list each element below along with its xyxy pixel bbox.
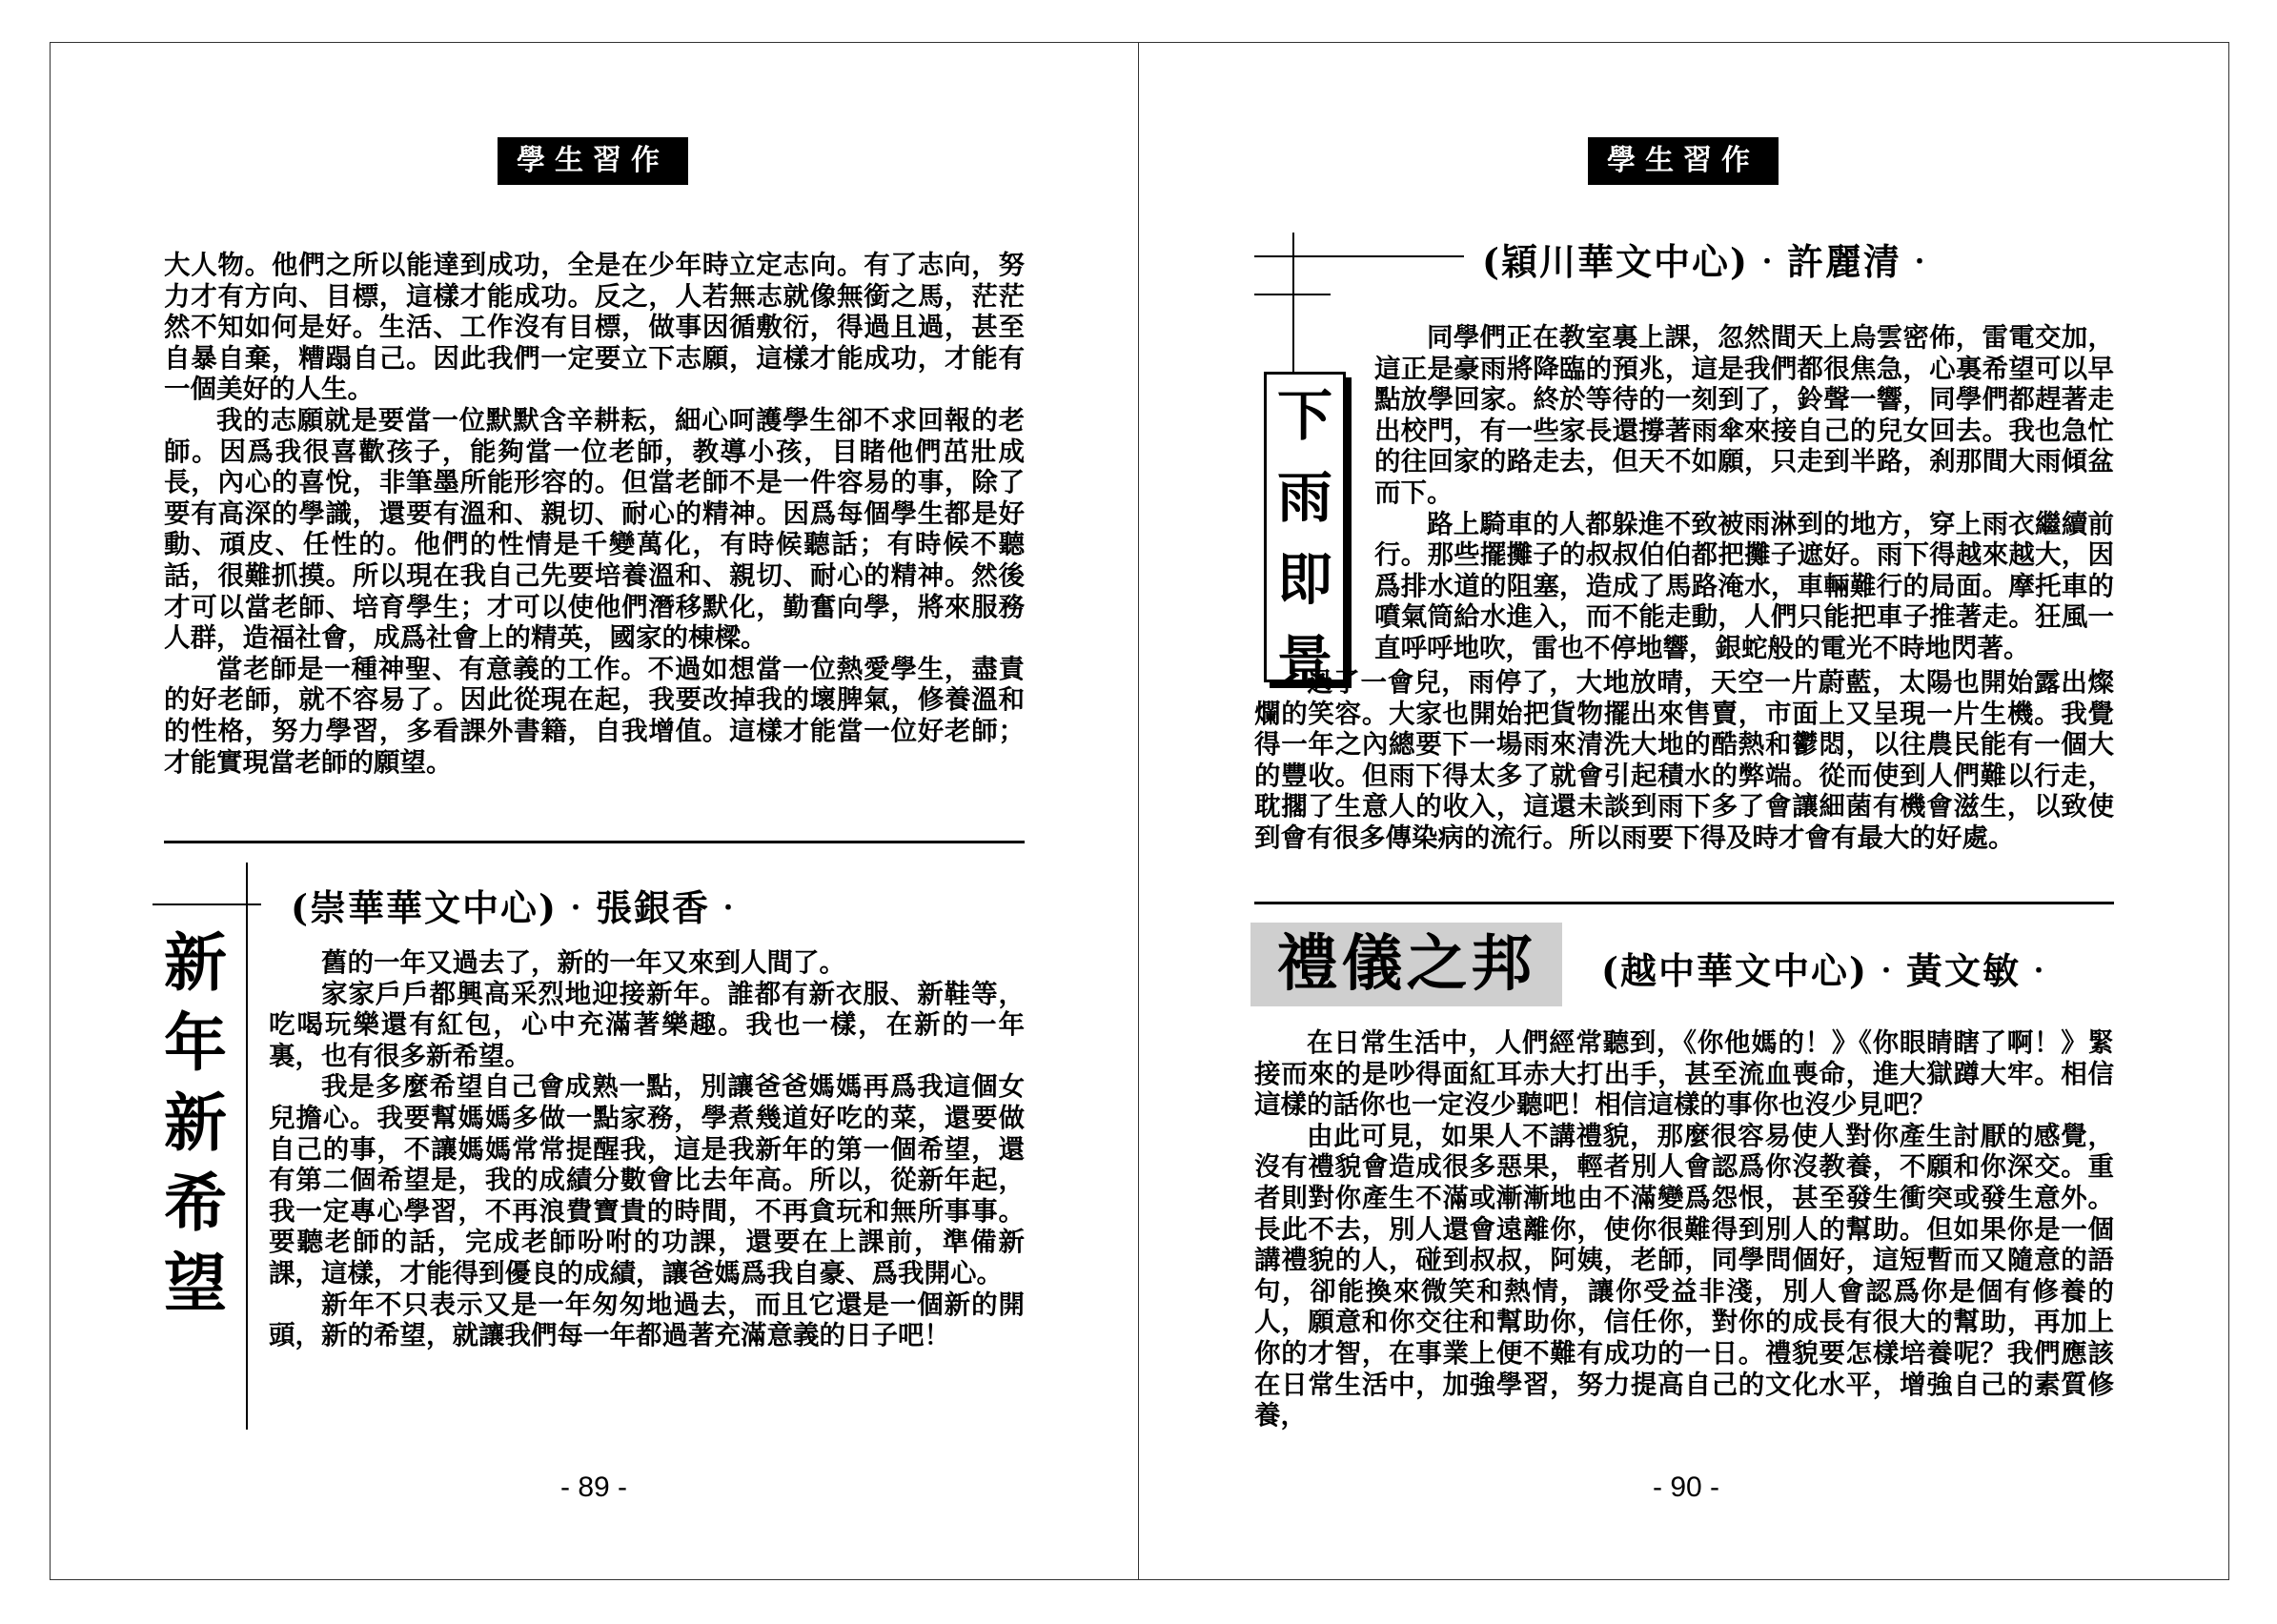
title-char: 即 [1276, 547, 1332, 612]
essay-byline: (崇華華文中心)‧張銀香‧ [291, 886, 748, 929]
right-page-header: 學生習作 [1588, 137, 1779, 185]
essay-paragraph: 路上騎車的人都躲進不致被雨淋到的地方，穿上雨衣繼續前行。那些擺攤子的叔叔伯伯都把攤子遮好。雨下得越來越大，因爲排水道的阻塞，造成了馬路淹水，車輛難行的局面。摩托車的噴氣筒給水進入，而不能走動，人們只能把車子推著走。狂風一直呼呼地吹，雷也不停地響，銀蛇般的電光不時地閃著。 [1374, 508, 2114, 663]
title-vertical-line [1292, 233, 1294, 376]
right-essay2-body [1254, 1027, 2114, 1431]
left-continued-essay [164, 250, 1025, 778]
essay-paragraph: 新年不只表示又是一年匆匆地過去，而且它還是一個新的開頭，新的希望，就讓我們每一年都過著充滿意義的日子吧！ [269, 1289, 1025, 1351]
page-number-right: - 90 - [1653, 1472, 1720, 1503]
essay-paragraph: 過了一會兒，雨停了，大地放晴，天空一片蔚藍，太陽也開始露出燦爛的笑容。大家也開始把貨物擺出來售賣，市面上又呈現一片生機。我覺得一年之內總要下一場雨來清洗大地的酷熱和鬱悶，以往農民能有一個大的豐收。但雨下得太多了就會引起積水的弊端。從而使到人們難以行走，耽擱了生意人的收入，這還未談到雨下多了會讓細菌有機會滋生，以致使到會有很多傳染病的流行。所以雨要下得及時才會有最大的好處。 [1254, 667, 2114, 853]
left-page-header: 學生習作 [498, 137, 688, 185]
title-char: 景 [1276, 629, 1332, 694]
essay-title-land-of-etiquette: 禮儀之邦 [1250, 923, 1562, 1006]
page-number-left: - 89 - [560, 1472, 628, 1503]
title-char: 望 [164, 1246, 227, 1320]
section-divider [1254, 902, 2114, 904]
book-spine [1138, 42, 1139, 1580]
essay-byline: (穎川華文中心)‧許麗清‧ [1482, 240, 1940, 283]
title-bar-line [1254, 255, 1464, 257]
essay-paragraph: 我的志願就是要當一位默默含辛耕耘，細心呵護學生卻不求回報的老師。因爲我很喜歡孩子，能夠當一位老師，教導小孩，目睹他們茁壯成長，內心的喜悅，非筆墨所能形容的。但當老師不是一件容易的事，除了要有高深的學識，還要有溫和、親切、耐心的精神。因爲每個學生都是好動、頑皮、任性的。他們的性情是千變萬化，有時候聽話；有時候不聽話，很難抓摸。所以現在我自己先要培養溫和、親切、耐心的精神。然後才可以當老師、培育學生；才可以使他們潛移默化，勤奮向學，將來服務人群，造福社會，成爲社會上的精英，國家的棟樑。 [164, 404, 1025, 654]
title-vertical-line [246, 863, 248, 1430]
title-char: 年 [164, 1005, 227, 1080]
title-char: 希 [164, 1166, 227, 1240]
title-char: 雨 [1276, 465, 1332, 530]
essay-paragraph: 家家戶戶都興高采烈地迎接新年。誰都有新衣服、新鞋等，吃喝玩樂還有紅包，心中充滿著樂趣。我也一樣，在新的一年裏，也有很多新希望。 [269, 978, 1025, 1071]
essay-paragraph: 大人物。他們之所以能達到成功，全是在少年時立定志向。有了志向，努力才有方向、目標，這樣才能成功。反之，人若無志就像無銜之馬，茫茫然不知如何是好。生活、工作沒有目標，做事因循敷衍，得過且過，甚至自暴自棄，糟蹋自己。因此我們一定要立下志願，這樣才能成功，才能有一個美好的人生。 [164, 250, 1025, 405]
essay-paragraph: 當老師是一種神聖、有意義的工作。不過如想當一位熱愛學生，盡責的好老師，就不容易了。因此從現在起，我要改掉我的壞脾氣，修養溫和的性格，努力學習，多看課外書籍，自我增值。這樣才能當一位好老師；才能實現當老師的願望。 [164, 653, 1025, 778]
essay-paragraph: 我是多麼希望自己會成熟一點，別讓爸爸媽媽再爲我這個女兒擔心。我要幫媽媽多做一點家務，學煮幾道好吃的菜，還要做自己的事，不讓媽媽常常提醒我，這是我新年的第一個希望，還有第二個希望是，我的成績分數會比去年高。所以，從新年起，我一定專心學習，不再浪費寶貴的時間，不再貪玩和無所事事。要聽老師的話，完成老師吩咐的功課，還要在上課前，準備新課，這樣，才能得到優良的成績，讓爸媽爲我自豪、爲我開心。 [269, 1071, 1025, 1289]
left-essay2-body [269, 947, 1025, 1351]
essay-paragraph: 在日常生活中，人們經常聽到，《你他媽的！》《你眼睛瞎了啊！》緊接而來的是吵得面紅耳赤大打出手，甚至流血喪命，進大獄蹲大牢。相信這樣的話你也一定沒少聽吧！相信這樣的事你也沒少見吧？ [1254, 1027, 2114, 1121]
essay-byline: (越中華文中心)‧黃文敏‧ [1601, 949, 2059, 992]
title-bar-line [152, 903, 261, 905]
right-essay1-body-top [1374, 322, 2114, 664]
essay-paragraph: 由此可見，如果人不講禮貌，那麼很容易使人對你產生討厭的感覺，沒有禮貌會造成很多惡果，輕者別人會認爲你沒教養，不願和你深交。重者則對你產生不滿或漸漸地由不滿變爲怨恨，甚至發生衝突或發生意外。長此不去，別人還會遠離你，使你很難得到別人的幫助。但如果你是一個講禮貌的人，碰到叔叔，阿姨，老師，同學問個好，這短暫而又隨意的語句，卻能換來微笑和熱情，讓你受益非淺，別人會認爲你是個有修養的人，願意和你交往和幫助你，信任你，對你的成長有很大的幫助，再加上你的才智，在事業上便不難有成功的一日。禮貌要怎樣培養呢？我們應該在日常生活中，加強學習，努力提高自己的文化水平，增強自己的素質修養， [1254, 1120, 2114, 1431]
title-char: 下 [1276, 383, 1332, 448]
title-char: 新 [164, 925, 227, 1000]
title-char: 新 [164, 1086, 227, 1160]
essay-paragraph: 同學們正在教室裏上課，忽然間天上烏雲密佈，雷電交加，這正是豪雨將降臨的預兆，這是我們都很焦急，心裏希望可以早點放學回家。終於等待的一刻到了，鈴聲一響，同學們都趕著走出校門，有一些家長還撐著雨傘來接自己的兒女回去。我也急忙的往回家的路走去，但天不如願，只走到半路，刹那間大雨傾盆而下。 [1374, 322, 2114, 508]
essay-title-rain-scene [1264, 372, 1346, 694]
essay-paragraph: 舊的一年又過去了，新的一年又來到人間了。 [321, 947, 845, 978]
right-essay1-body-bottom [1254, 667, 2114, 854]
essay-title-new-year-wishes [152, 923, 238, 1323]
section-divider [164, 841, 1025, 843]
